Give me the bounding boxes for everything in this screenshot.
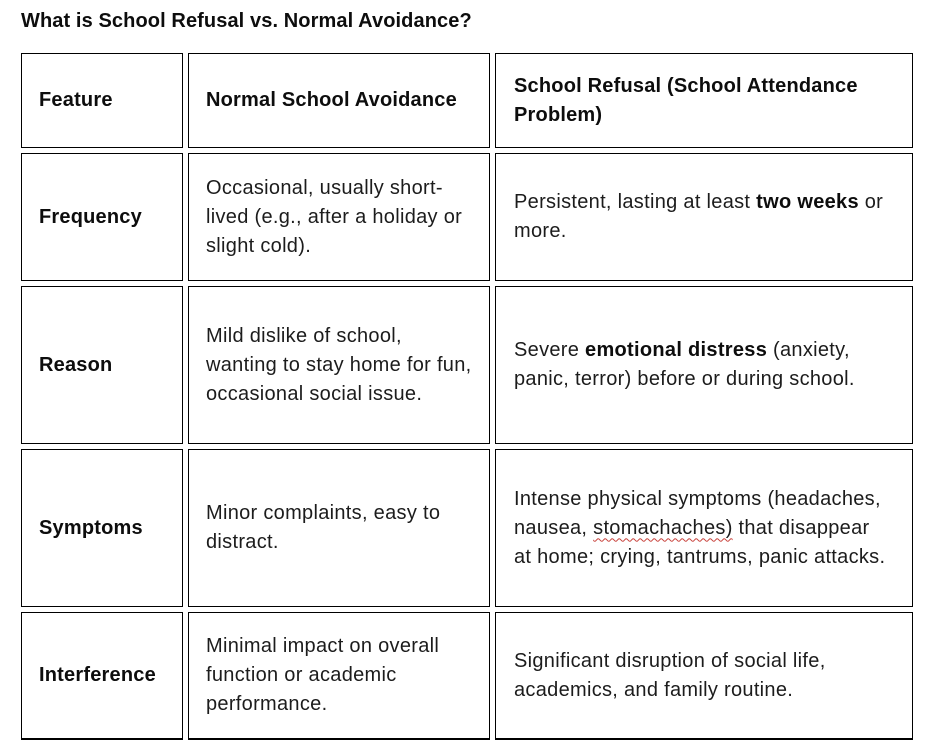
- cell-text: [514, 336, 886, 394]
- cell-frequency-normal: [188, 153, 490, 281]
- bold-text-run: emotional distress: [585, 339, 768, 361]
- spellcheck-flagged-text: stomachaches): [593, 516, 733, 539]
- cell-text: [514, 647, 886, 705]
- column-header-feature: Feature: [21, 53, 183, 148]
- row-label-reason: Reason: [21, 286, 183, 444]
- text-run: Intense physical symptoms (headaches, nausea,: [514, 487, 881, 539]
- cell-symptoms-normal: [188, 449, 490, 607]
- text-run: Significant disruption of social life, academics, and family routine.: [514, 649, 826, 701]
- column-header-school-refusal: School Refusal (School Attendance Problem): [495, 53, 913, 148]
- page-title: What is School Refusal vs. Normal Avoidance?: [21, 10, 472, 32]
- cell-text: [514, 188, 886, 246]
- bold-text-run: two weeks: [756, 191, 859, 213]
- text-run: or more.: [514, 191, 884, 242]
- cell-reason-normal: [188, 286, 490, 444]
- cell-symptoms-refusal: [495, 449, 913, 607]
- cell-interference-refusal: [495, 612, 913, 740]
- comparison-table: [21, 53, 913, 740]
- cell-text: [514, 485, 886, 572]
- cell-text: Minimal impact on overall function or academic performance.: [206, 635, 440, 715]
- cell-text: Mild dislike of school, wanting to stay home for fun, occasional social issue.: [206, 324, 472, 405]
- cell-interference-normal: [188, 612, 490, 740]
- row-label-interference: Interference: [21, 612, 183, 740]
- text-run: Persistent, lasting at least: [514, 191, 757, 213]
- text-run: (anxiety, panic, terror) before or during school.: [514, 339, 855, 390]
- text-run: that disappear at home; crying, tantrums, panic attacks.: [514, 516, 886, 568]
- cell-reason-refusal: [495, 286, 913, 444]
- text-run: Severe: [514, 339, 586, 361]
- column-header-normal-avoidance: Normal School Avoidance: [188, 53, 490, 148]
- cell-text: Occasional, usually short-lived (e.g., after a holiday or slight cold).: [206, 176, 463, 257]
- row-label-symptoms: Symptoms: [21, 449, 183, 607]
- row-label-frequency: Frequency: [21, 153, 183, 281]
- cell-text: Minor complaints, easy to distract.: [206, 502, 441, 553]
- cell-frequency-refusal: [495, 153, 913, 281]
